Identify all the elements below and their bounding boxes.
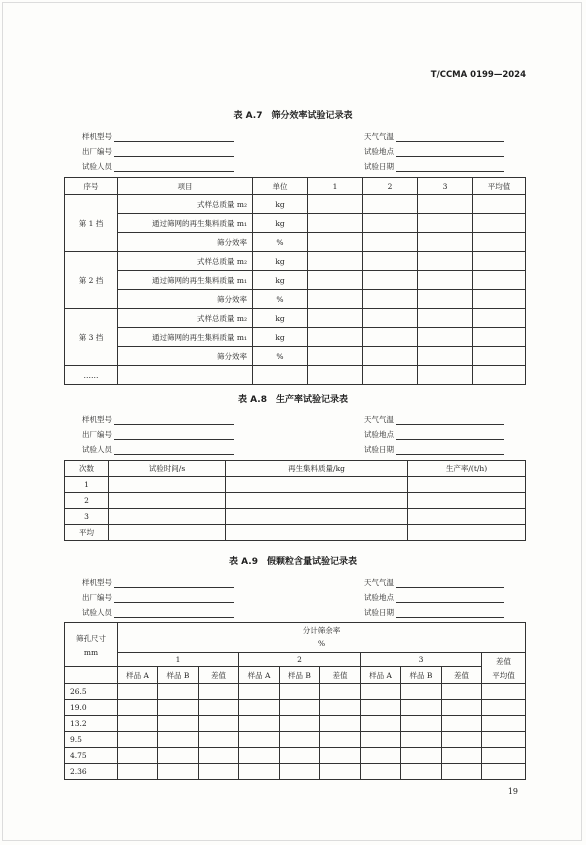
- item-cell: 筛分效率: [118, 233, 253, 252]
- value-cell: [320, 748, 361, 764]
- diff-label: 差值: [496, 656, 512, 666]
- value-cell: [473, 271, 526, 290]
- value-cell: [473, 252, 526, 271]
- value-cell: [418, 347, 473, 366]
- value-cell: [482, 764, 526, 780]
- table-row: [65, 684, 526, 700]
- a9-meta-tester: [82, 607, 234, 618]
- value-cell: [418, 233, 473, 252]
- value-cell: [418, 328, 473, 347]
- meta-label: 试验人员: [82, 445, 112, 454]
- row-label: 3: [65, 509, 109, 525]
- sub-header: 样品 A: [118, 667, 158, 684]
- value-cell: [418, 195, 473, 214]
- table-header-row: [65, 639, 526, 653]
- table-row: [65, 233, 526, 252]
- value-cell: [118, 700, 158, 716]
- value-cell: [473, 309, 526, 328]
- meta-label: 出厂编号: [82, 147, 112, 156]
- row-label: 平均: [65, 525, 109, 541]
- a8-meta-tester: [82, 444, 234, 455]
- unit-cell: %: [253, 290, 308, 309]
- table-header-row: [65, 461, 526, 477]
- group-header-title: 分计筛余率: [118, 623, 526, 639]
- document-code: T/CCMA 0199—2024: [430, 70, 526, 80]
- meta-label: 试验日期: [364, 608, 394, 617]
- table-row: [65, 347, 526, 366]
- value-cell: [109, 525, 226, 541]
- header-cell: 项目: [118, 178, 253, 195]
- value-cell: [308, 195, 363, 214]
- page-number: 19: [507, 787, 518, 796]
- unit-cell: %: [253, 347, 308, 366]
- sieve-size-label: 筛孔尺寸: [76, 633, 106, 643]
- value-cell: [442, 716, 482, 732]
- value-cell: [363, 252, 418, 271]
- value-cell: [361, 748, 401, 764]
- table-row: [65, 748, 526, 764]
- row-label: 2: [65, 493, 109, 509]
- sub-header: 差值: [320, 667, 361, 684]
- value-cell: [418, 271, 473, 290]
- blank-cell: [65, 667, 118, 684]
- table-a8: [64, 460, 526, 541]
- meta-label: 样机型号: [82, 578, 112, 587]
- item-cell: 式样总质量 m₂: [118, 309, 253, 328]
- value-cell: [253, 366, 308, 385]
- fill-line: [114, 162, 234, 172]
- value-cell: [239, 700, 280, 716]
- value-cell: [308, 309, 363, 328]
- table-row: [65, 509, 526, 525]
- fill-line: [396, 430, 504, 440]
- sieve-size-header: [65, 623, 118, 667]
- sieve-size-cell: 13.2: [65, 716, 118, 732]
- value-cell: [408, 509, 526, 525]
- table-row: [65, 309, 526, 328]
- meta-label: 出厂编号: [82, 593, 112, 602]
- unit-cell: %: [253, 233, 308, 252]
- meta-label: 天气气温: [364, 132, 394, 141]
- value-cell: [482, 700, 526, 716]
- value-cell: [308, 214, 363, 233]
- a8-meta-factory-no: [82, 429, 234, 440]
- value-cell: [199, 700, 239, 716]
- value-cell: [442, 700, 482, 716]
- item-cell: 通过筛网的再生集料质量 m₁: [118, 214, 253, 233]
- table-row: [65, 477, 526, 493]
- header-cell: 3: [418, 178, 473, 195]
- a9-meta-site: [364, 592, 504, 603]
- table-a9: [64, 622, 526, 780]
- value-cell: [401, 732, 442, 748]
- value-cell: [361, 716, 401, 732]
- value-cell: [363, 195, 418, 214]
- value-cell: [473, 328, 526, 347]
- table-row: [65, 764, 526, 780]
- trial-header: 1: [118, 653, 239, 667]
- a7-meta-factory-no: [82, 146, 234, 157]
- a8-meta-site: [364, 429, 504, 440]
- value-cell: [239, 732, 280, 748]
- header-cell: 2: [363, 178, 418, 195]
- value-cell: [363, 347, 418, 366]
- value-cell: [118, 684, 158, 700]
- value-cell: [408, 525, 526, 541]
- meta-label: 试验地点: [364, 430, 394, 439]
- value-cell: [239, 764, 280, 780]
- value-cell: [118, 748, 158, 764]
- value-cell: [280, 684, 320, 700]
- item-cell: 式样总质量 m₂: [118, 195, 253, 214]
- value-cell: [361, 732, 401, 748]
- value-cell: [280, 748, 320, 764]
- table-row: [65, 195, 526, 214]
- value-cell: [239, 716, 280, 732]
- header-cell: 序号: [65, 178, 118, 195]
- table-header-row: [65, 178, 526, 195]
- sub-header: 样品 A: [239, 667, 280, 684]
- group-cell: 第 2 挡: [65, 252, 118, 309]
- sub-header: 样品 B: [280, 667, 320, 684]
- a7-meta-site: [364, 146, 504, 157]
- table-row: [65, 716, 526, 732]
- meta-label: 出厂编号: [82, 430, 112, 439]
- value-cell: [239, 684, 280, 700]
- group-cell: 第 1 挡: [65, 195, 118, 252]
- value-cell: [280, 716, 320, 732]
- table-row: [65, 525, 526, 541]
- trial-header: 3: [361, 653, 482, 667]
- value-cell: [308, 290, 363, 309]
- meta-label: 样机型号: [82, 132, 112, 141]
- value-cell: [473, 214, 526, 233]
- value-cell: [401, 748, 442, 764]
- unit-cell: kg: [253, 271, 308, 290]
- table-row: [65, 328, 526, 347]
- value-cell: [361, 684, 401, 700]
- ellipsis-cell: ……: [65, 366, 118, 385]
- value-cell: [363, 366, 418, 385]
- item-cell: 筛分效率: [118, 347, 253, 366]
- unit-cell: kg: [253, 214, 308, 233]
- a9-meta-date: [364, 607, 504, 618]
- value-cell: [401, 716, 442, 732]
- value-cell: [109, 493, 226, 509]
- average-label: 平均值: [492, 670, 515, 680]
- sub-header: 差值: [199, 667, 239, 684]
- value-cell: [158, 700, 199, 716]
- value-cell: [118, 716, 158, 732]
- value-cell: [363, 309, 418, 328]
- value-cell: [482, 748, 526, 764]
- fill-line: [114, 132, 234, 142]
- item-cell: 式样总质量 m₂: [118, 252, 253, 271]
- value-cell: [408, 477, 526, 493]
- unit-cell: kg: [253, 252, 308, 271]
- value-cell: [442, 684, 482, 700]
- value-cell: [199, 748, 239, 764]
- fill-line: [396, 445, 504, 455]
- table-a8-caption: 表 A.8 生产率试验记录表: [238, 395, 348, 405]
- sub-header: 差值: [442, 667, 482, 684]
- trial-header: 2: [239, 653, 361, 667]
- row-label: 1: [65, 477, 109, 493]
- value-cell: [109, 477, 226, 493]
- a8-meta-weather: [364, 414, 504, 425]
- value-cell: [280, 732, 320, 748]
- diff-average-header: [482, 653, 526, 684]
- sub-header: 样品 B: [158, 667, 199, 684]
- value-cell: [118, 366, 253, 385]
- value-cell: [418, 252, 473, 271]
- value-cell: [363, 214, 418, 233]
- header-cell: 单位: [253, 178, 308, 195]
- a8-meta-date: [364, 444, 504, 455]
- a9-meta-factory-no: [82, 592, 234, 603]
- value-cell: [482, 684, 526, 700]
- header-cell: 平均值: [473, 178, 526, 195]
- value-cell: [308, 328, 363, 347]
- value-cell: [280, 700, 320, 716]
- header-cell: 生产率/(t/h): [408, 461, 526, 477]
- value-cell: [442, 764, 482, 780]
- value-cell: [308, 252, 363, 271]
- value-cell: [308, 347, 363, 366]
- value-cell: [418, 290, 473, 309]
- value-cell: [363, 328, 418, 347]
- value-cell: [401, 684, 442, 700]
- value-cell: [226, 477, 408, 493]
- value-cell: [473, 290, 526, 309]
- fill-line: [114, 415, 234, 425]
- sub-header: 样品 A: [361, 667, 401, 684]
- table-row: [65, 493, 526, 509]
- meta-label: 天气气温: [364, 415, 394, 424]
- value-cell: [320, 716, 361, 732]
- meta-label: 样机型号: [82, 415, 112, 424]
- table-row: [65, 252, 526, 271]
- value-cell: [361, 764, 401, 780]
- value-cell: [199, 764, 239, 780]
- value-cell: [401, 700, 442, 716]
- header-cell: 再生集料质量/kg: [226, 461, 408, 477]
- fill-line: [396, 415, 504, 425]
- value-cell: [473, 195, 526, 214]
- value-cell: [418, 309, 473, 328]
- value-cell: [320, 764, 361, 780]
- value-cell: [361, 700, 401, 716]
- sieve-size-cell: 26.5: [65, 684, 118, 700]
- value-cell: [401, 764, 442, 780]
- sieve-size-unit: mm: [83, 647, 99, 657]
- a7-meta-date: [364, 161, 504, 172]
- table-row: [65, 290, 526, 309]
- value-cell: [363, 233, 418, 252]
- fill-line: [114, 578, 234, 588]
- a8-meta-model: [82, 414, 234, 425]
- value-cell: [199, 716, 239, 732]
- table-row: [65, 366, 526, 385]
- group-cell: 第 3 挡: [65, 309, 118, 366]
- value-cell: [158, 716, 199, 732]
- header-cell: 试验时间/s: [109, 461, 226, 477]
- value-cell: [280, 764, 320, 780]
- header-cell: 1: [308, 178, 363, 195]
- table-header-row: [65, 623, 526, 639]
- value-cell: [199, 684, 239, 700]
- value-cell: [473, 366, 526, 385]
- fill-line: [396, 578, 504, 588]
- value-cell: [118, 732, 158, 748]
- meta-label: 试验日期: [364, 445, 394, 454]
- value-cell: [482, 716, 526, 732]
- meta-label: 试验人员: [82, 608, 112, 617]
- fill-line: [396, 147, 504, 157]
- unit-cell: kg: [253, 328, 308, 347]
- value-cell: [320, 700, 361, 716]
- sieve-size-cell: 4.75: [65, 748, 118, 764]
- table-row: [65, 271, 526, 290]
- value-cell: [158, 684, 199, 700]
- fill-line: [114, 430, 234, 440]
- meta-label: 试验人员: [82, 162, 112, 171]
- a7-meta-model: [82, 131, 234, 142]
- value-cell: [158, 748, 199, 764]
- unit-cell: kg: [253, 195, 308, 214]
- value-cell: [226, 525, 408, 541]
- meta-label: 试验地点: [364, 147, 394, 156]
- fill-line: [114, 147, 234, 157]
- value-cell: [308, 366, 363, 385]
- table-row: [65, 700, 526, 716]
- sub-header: 样品 B: [401, 667, 442, 684]
- value-cell: [473, 347, 526, 366]
- a9-meta-weather: [364, 577, 504, 588]
- value-cell: [418, 214, 473, 233]
- item-cell: 通过筛网的再生集料质量 m₁: [118, 328, 253, 347]
- table-row: [65, 732, 526, 748]
- unit-cell: kg: [253, 309, 308, 328]
- table-a9-caption: 表 A.9 假颗粒含量试验记录表: [229, 557, 357, 567]
- group-header-unit: %: [118, 639, 526, 653]
- value-cell: [226, 509, 408, 525]
- meta-label: 试验日期: [364, 162, 394, 171]
- value-cell: [226, 493, 408, 509]
- value-cell: [109, 509, 226, 525]
- value-cell: [199, 732, 239, 748]
- meta-label: 天气气温: [364, 578, 394, 587]
- value-cell: [473, 233, 526, 252]
- item-cell: 筛分效率: [118, 290, 253, 309]
- fill-line: [114, 608, 234, 618]
- table-header-row: [65, 667, 526, 684]
- fill-line: [114, 445, 234, 455]
- sieve-size-cell: 2.36: [65, 764, 118, 780]
- value-cell: [442, 732, 482, 748]
- value-cell: [408, 493, 526, 509]
- value-cell: [363, 290, 418, 309]
- value-cell: [482, 732, 526, 748]
- fill-line: [396, 132, 504, 142]
- value-cell: [308, 233, 363, 252]
- table-a7: [64, 177, 526, 385]
- table-a7-caption: 表 A.7 筛分效率试验记录表: [233, 111, 353, 121]
- header-cell: 次数: [65, 461, 109, 477]
- value-cell: [442, 748, 482, 764]
- value-cell: [320, 732, 361, 748]
- value-cell: [320, 684, 361, 700]
- a9-meta-model: [82, 577, 234, 588]
- fill-line: [114, 593, 234, 603]
- fill-line: [396, 162, 504, 172]
- value-cell: [418, 366, 473, 385]
- table-row: [65, 214, 526, 233]
- fill-line: [396, 608, 504, 618]
- sieve-size-cell: 9.5: [65, 732, 118, 748]
- value-cell: [363, 271, 418, 290]
- value-cell: [158, 764, 199, 780]
- value-cell: [158, 732, 199, 748]
- fill-line: [396, 593, 504, 603]
- a7-meta-weather: [364, 131, 504, 142]
- value-cell: [308, 271, 363, 290]
- table-header-row: [65, 653, 526, 667]
- value-cell: [118, 764, 158, 780]
- a7-meta-tester: [82, 161, 234, 172]
- item-cell: 通过筛网的再生集料质量 m₁: [118, 271, 253, 290]
- sieve-size-cell: 19.0: [65, 700, 118, 716]
- value-cell: [239, 748, 280, 764]
- meta-label: 试验地点: [364, 593, 394, 602]
